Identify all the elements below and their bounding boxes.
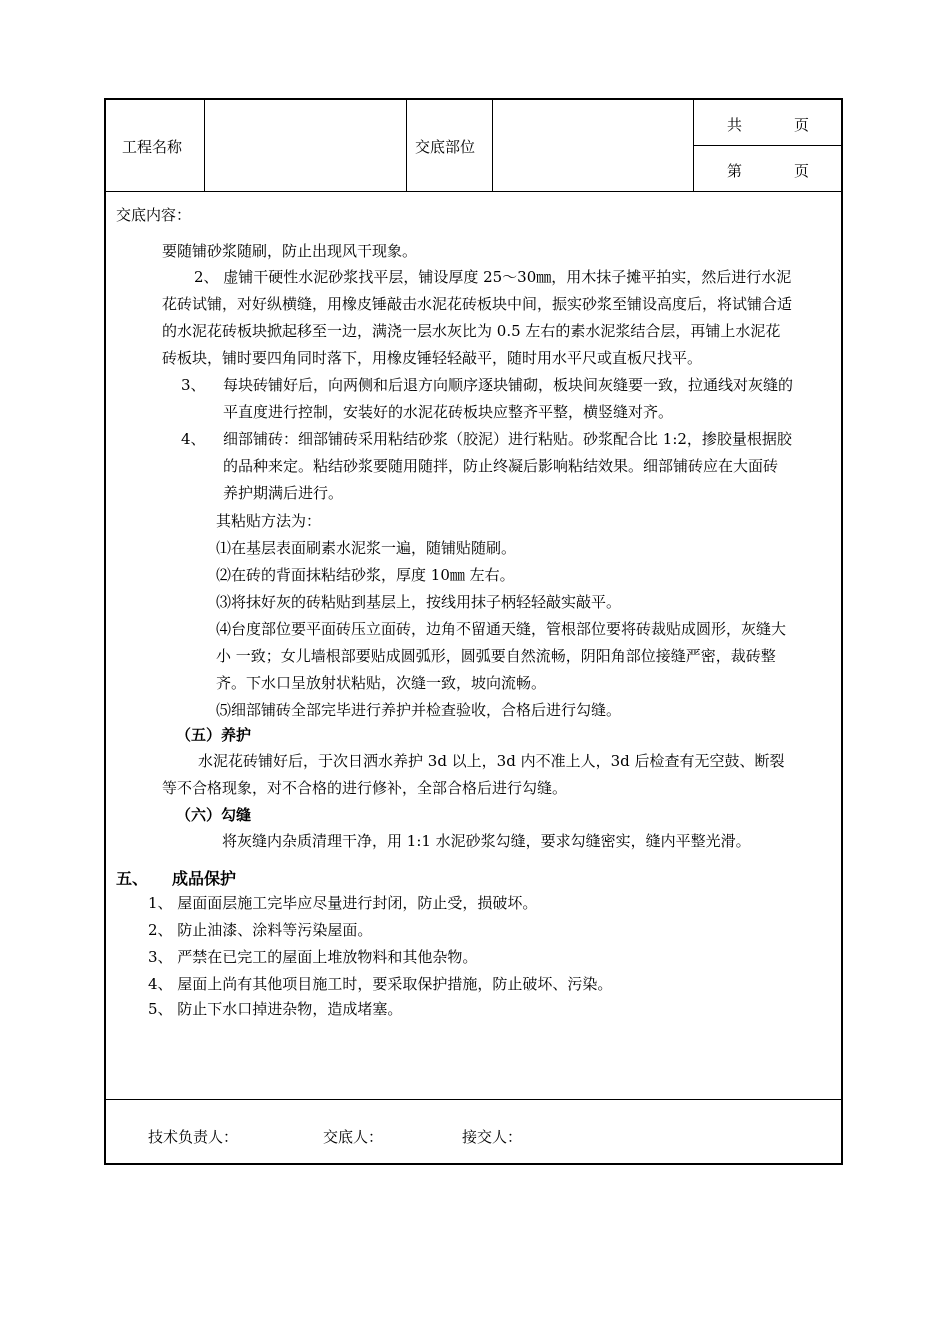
content-line-number: 3、 [181, 376, 206, 394]
tech-lead-label: 技术负责人： [148, 1128, 239, 1146]
content-line: 2、 虚铺干硬性水泥砂浆找平层，铺设厚度 25～30㎜，用木抹子摊平拍实，然后进行水泥 [194, 268, 792, 286]
content-line: ⑸细部铺砖全部完毕进行养护并检查验收，合格后进行勾缝。 [216, 701, 622, 719]
content-line: 要随铺砂浆随刷，防止出现风干现象。 [162, 242, 418, 260]
footer-top-border [106, 1099, 841, 1100]
content-line: 将灰缝内杂质清理干净，用 1:1 水泥砂浆勾缝，要求勾缝密实，缝内平整光滑。 [222, 832, 751, 850]
content-line: 其粘贴方法为： [216, 512, 322, 530]
content-line: 等不合格现象，对不合格的进行修补，全部合格后进行勾缝。 [162, 779, 568, 797]
content-line: 花砖试铺，对好纵横缝，用橡皮锤敲击水泥花砖板块中间，振实砂浆至铺设高度后，将试铺合适 [162, 295, 793, 313]
content-line: 每块砖铺好后，向两侧和后退方向顺序逐块铺砌，板块间灰缝要一致，拉通线对灰缝的 [223, 376, 794, 394]
list-item: 3、 严禁在已完工的屋面上堆放物料和其他杂物。 [148, 948, 478, 966]
list-item: 5、 防止下水口掉进杂物，造成堵塞。 [148, 1000, 403, 1018]
content-label: 交底内容： [116, 206, 192, 224]
discloser-label: 交底人： [323, 1128, 384, 1146]
subsection-heading: （五）养护 [176, 726, 252, 744]
header-bottom-border [106, 191, 841, 192]
total-pages-unit: 页 [794, 116, 810, 134]
content-line-number: 4、 [181, 430, 206, 448]
total-pages-label: 共 [727, 116, 743, 134]
location-label: 交底部位 [415, 138, 476, 156]
content-line: 平直度进行控制，安装好的水泥花砖板块应整齐平整，横竖缝对齐。 [223, 403, 674, 421]
list-item: 2、 防止油漆、涂料等污染屋面。 [148, 921, 373, 939]
content-line: ⑷台度部位要平面砖压立面砖，边角不留通天缝，管根部位要将砖裁贴成圆形，灰缝大 [216, 620, 787, 638]
content-line: 的品种来定。粘结砂浆要随用随拌，防止终凝后影响粘结效果。细部铺砖应在大面砖 [223, 457, 779, 475]
list-item: 1、 屋面面层施工完毕应尽量进行封闭，防止受，损破坏。 [148, 894, 538, 912]
header-divider-2 [406, 100, 407, 191]
content-line: 养护期满后进行。 [223, 484, 344, 502]
receiver-label: 接交人： [462, 1128, 523, 1146]
content-line: 砖板块，铺时要四角同时落下，用橡皮锤轻轻敲平，随时用水平尺或直板尺找平。 [162, 349, 703, 367]
project-name-label: 工程名称 [122, 138, 183, 156]
page-number-unit: 页 [794, 162, 810, 180]
content-line: ⑵在砖的背面抹粘结砂浆，厚度 10㎜ 左右。 [216, 566, 515, 584]
content-line: 小 一致；女儿墙根部要贴成圆弧形，圆弧要自然流畅，阴阳角部位接缝严密，裁砖整 [216, 647, 776, 665]
header-divider-3 [492, 100, 493, 191]
page-cell-divider [693, 145, 841, 146]
content-line: 水泥花砖铺好后，于次日洒水养护 3d 以上，3d 内不准上人，3d 后检查有无空鼓、断裂 [198, 752, 785, 770]
header-divider-1 [204, 100, 205, 191]
content-line: 的水泥花砖板块掀起移至一边，满浇一层水灰比为 0.5 左右的素水泥浆结合层，再铺上水泥花 [162, 322, 781, 340]
section-number: 五、 [116, 869, 149, 888]
content-line: 齐。下水口呈放射状粘贴，次缝一致，坡向流畅。 [216, 674, 547, 692]
content-line: ⑶将抹好灰的砖粘贴到基层上，按线用抹子柄轻轻敲实敲平。 [216, 593, 622, 611]
section-title: 成品保护 [172, 869, 237, 888]
subsection-heading: （六）勾缝 [176, 806, 252, 824]
content-line: 细部铺砖：细部铺砖采用粘结砂浆（胶泥）进行粘贴。砂浆配合比 1:2，掺胶量根据胶 [223, 430, 792, 448]
page-number-label: 第 [727, 162, 743, 180]
list-item: 4、 屋面上尚有其他项目施工时，要采取保护措施，防止破坏、污染。 [148, 975, 613, 993]
content-line: ⑴在基层表面刷素水泥浆一遍，随铺贴随刷。 [216, 539, 517, 557]
